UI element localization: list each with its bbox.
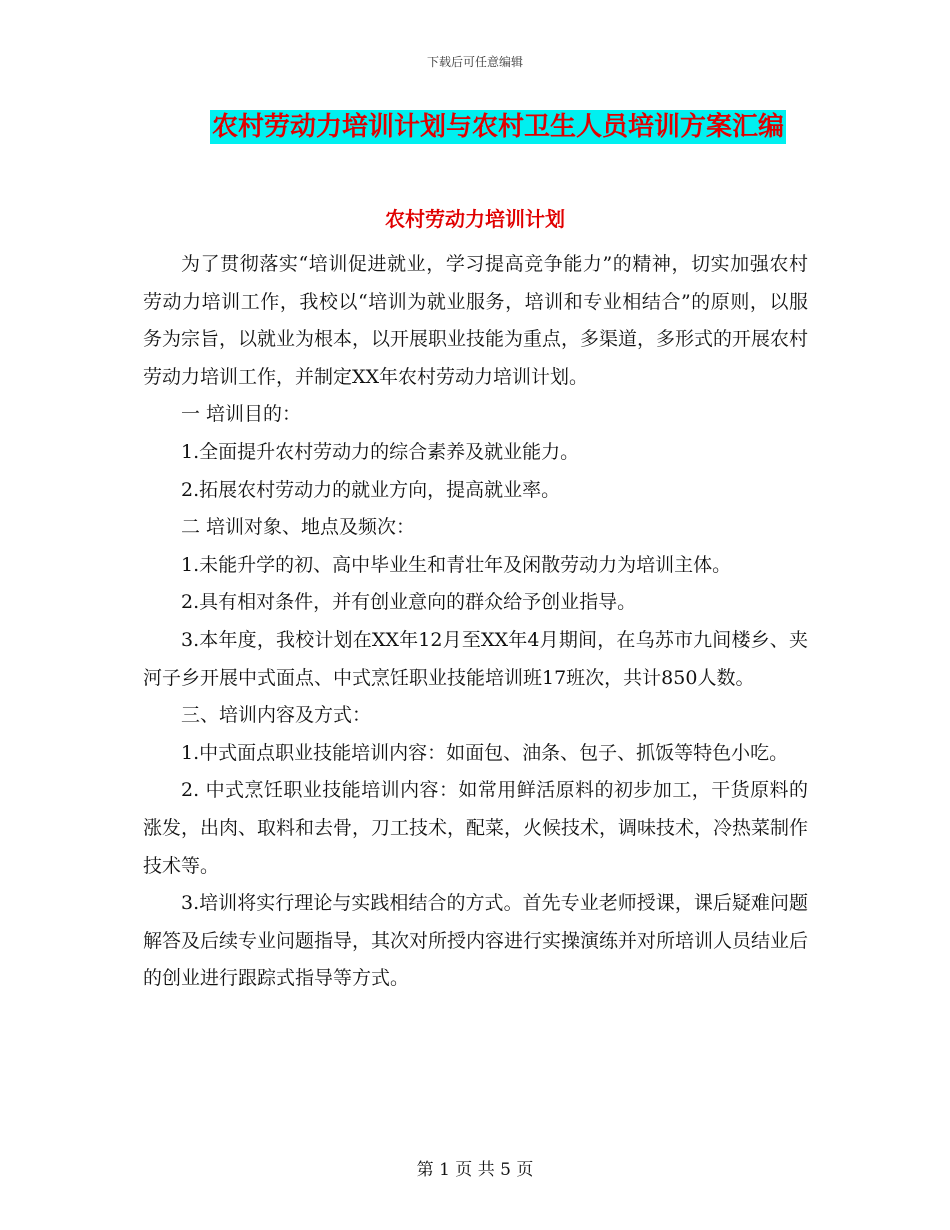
list-item: 1.未能升学的初、高中毕业生和青壮年及闲散劳动力为培训主体。: [181, 553, 732, 576]
list-item: 2.具有相对条件，并有创业意向的群众给予创业指导。: [181, 591, 637, 614]
heading-training-content: 三、培训内容及方式：: [181, 704, 372, 727]
header-note: 下载后可任意编辑: [426, 55, 523, 69]
list-item: 2. 中式烹饪职业技能培训内容：如常用鲜活原料的初步加工，干货原料的涨发，出肉、取料和去骨，刀工技术，配菜，火候技术，调味技术，冷热菜制作技术等。: [143, 779, 809, 877]
list-item: 3.本年度，我校计划在XX年12月至XX年4月期间，在乌苏市九间楼乡、夹河子乡开展中式面点、中式烹饪职业技能培训班17班次，共计850人数。: [143, 628, 808, 689]
section-title: 农村劳动力培训计划: [385, 207, 565, 231]
page-number-footer: 第 1 页 共 5 页: [416, 1160, 534, 1180]
list-item: 3.培训将实行理论与实践相结合的方式。首先专业老师授课，课后疑难问题解答及后续专业问题指导，其次对所授内容进行实操演练并对所培训人员结业后的创业进行跟踪式指导等方式。: [143, 892, 809, 990]
heading-training-target: 二 培训对象、地点及频次：: [181, 516, 416, 539]
document-title: 农村劳动力培训计划与农村卫生人员培训方案汇编: [211, 112, 784, 142]
intro-paragraph: 为了贯彻落实“培训促进就业，学习提高竞争能力”的精神，切实加强农村劳动力培训工作，我校以“培训为就业服务，培训和专业相结合”的原则，以服务为宗旨，以就业为根本，以开展职业技能为重点，多渠道，多形式的开展农村劳动力培训工作，并制定XX年农村劳动力培训计划。: [143, 253, 809, 388]
list-item: 1.中式面点职业技能培训内容：如面包、油条、包子、抓饭等特色小吃。: [181, 741, 789, 764]
document-body: [143, 246, 808, 998]
list-item: 2.拓展农村劳动力的就业方向，提高就业率。: [181, 478, 561, 501]
heading-training-purpose: 一 培训目的：: [181, 403, 302, 426]
main-title-wrap: [0, 110, 950, 144]
list-item: 1.全面提升农村劳动力的综合素养及就业能力。: [181, 440, 580, 463]
